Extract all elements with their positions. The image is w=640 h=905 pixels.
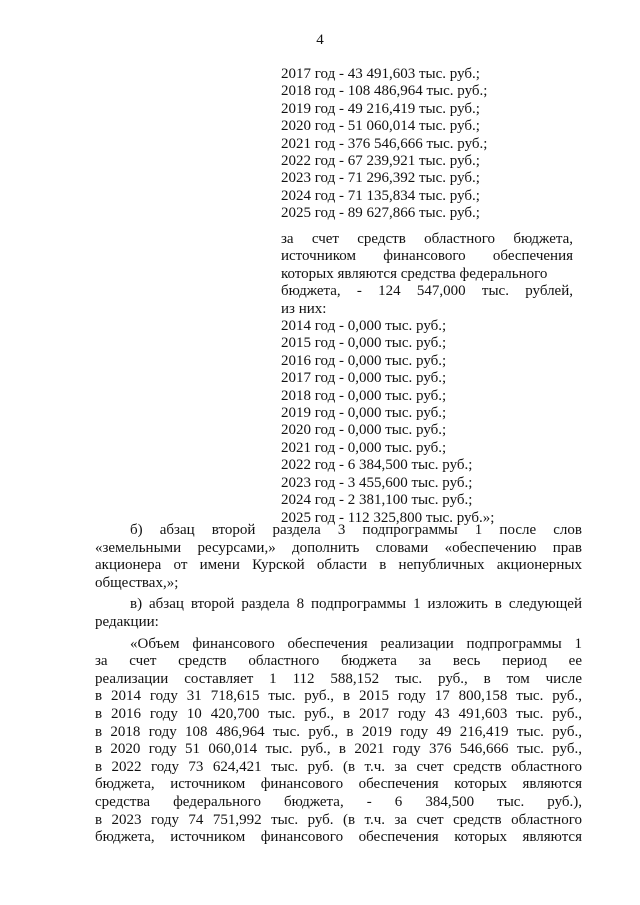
quote-line: средства федерального бюджета, - 6 384,500 тыс. руб.), bbox=[95, 793, 582, 810]
year-line: 2022 год - 6 384,500 тыс. руб.; bbox=[281, 457, 473, 474]
year-line: 2021 год - 376 546,666 тыс. руб.; bbox=[281, 135, 488, 152]
year-line: 2020 год - 0,000 тыс. руб.; bbox=[281, 422, 447, 439]
quote-line: «Объем финансового обеспечения реализации подпрограммы 1 bbox=[130, 635, 582, 652]
year-line: 2020 год - 51 060,014 тыс. руб.; bbox=[281, 118, 480, 135]
year-line: 2019 год - 49 216,419 тыс. руб.; bbox=[281, 100, 480, 117]
year-line: 2019 год - 0,000 тыс. руб.; bbox=[281, 405, 447, 422]
year-line: 2025 год - 89 627,866 тыс. руб.; bbox=[281, 205, 480, 222]
quote-line: в 2016 году 10 420,700 тыс. руб., в 2017 году 43 491,603 тыс. руб., bbox=[95, 705, 582, 722]
quote-line: за счет средств областного бюджета за весь период ее bbox=[95, 653, 582, 670]
year-line: 2018 год - 108 486,964 тыс. руб.; bbox=[281, 83, 488, 100]
year-line: 2017 год - 0,000 тыс. руб.; bbox=[281, 370, 447, 387]
federal-intro-line: из них: bbox=[281, 300, 327, 317]
federal-funding-block bbox=[281, 231, 573, 527]
year-line: 2025 год - 112 325,800 тыс. руб.»; bbox=[281, 509, 495, 526]
paragraph-v-line: редакции: bbox=[95, 613, 159, 630]
federal-intro-line: за счет средств областного бюджета, bbox=[281, 231, 573, 247]
quote-line: в 2023 году 74 751,992 тыс. руб. (в т.ч. за счет средств областного bbox=[95, 811, 582, 828]
quote-line: реализации составляет 1 112 588,152 тыс. руб., в том числе bbox=[95, 670, 582, 687]
year-line: 2016 год - 0,000 тыс. руб.; bbox=[281, 352, 447, 369]
quote-line: бюджета, источником финансового обеспечения которых являются bbox=[95, 776, 582, 793]
year-line: 2017 год - 43 491,603 тыс. руб.; bbox=[281, 66, 480, 82]
top-year-list bbox=[281, 66, 573, 223]
quote-line: в 2020 году 51 060,014 тыс. руб., в 2021 году 376 546,666 тыс. руб., bbox=[95, 741, 582, 758]
federal-intro-line: источником финансового обеспечения bbox=[281, 248, 573, 265]
quote-line: в 2018 году 108 486,964 тыс. руб., в 2019 году 49 216,419 тыс. руб., bbox=[95, 723, 582, 740]
paragraph-v-line: в) абзац второй раздела 8 подпрограммы 1 изложить в следующей bbox=[130, 596, 582, 613]
year-line: 2022 год - 67 239,921 тыс. руб.; bbox=[281, 153, 480, 170]
quote-line: в 2014 году 31 718,615 тыс. руб., в 2015 году 17 800,158 тыс. руб., bbox=[95, 688, 582, 705]
year-line: 2014 год - 0,000 тыс. руб.; bbox=[281, 318, 447, 335]
paragraph-b-line: акционера от имени Курской области в непубличных акционерных bbox=[95, 557, 582, 574]
year-line: 2023 год - 71 296,392 тыс. руб.; bbox=[281, 170, 480, 187]
year-line: 2024 год - 2 381,100 тыс. руб.; bbox=[281, 492, 473, 509]
amendment-text bbox=[95, 522, 582, 847]
year-line: 2018 год - 0,000 тыс. руб.; bbox=[281, 387, 447, 404]
year-line: 2024 год - 71 135,834 тыс. руб.; bbox=[281, 187, 480, 204]
federal-intro-line: которых являются средства федерального bbox=[281, 265, 548, 282]
quote-line: в 2022 году 73 624,421 тыс. руб. (в т.ч. за счет средств областного bbox=[95, 758, 582, 775]
page-number: 4 bbox=[316, 32, 324, 48]
year-line: 2015 год - 0,000 тыс. руб.; bbox=[281, 335, 447, 352]
paragraph-b-line: обществах,»; bbox=[95, 574, 179, 591]
year-line: 2021 год - 0,000 тыс. руб.; bbox=[281, 439, 447, 456]
paragraph-b-line: б) абзац второй раздела 3 подпрограммы 1 после слов bbox=[130, 522, 582, 538]
year-line: 2023 год - 3 455,600 тыс. руб.; bbox=[281, 474, 473, 491]
paragraph-b-line: «земельными ресурсами,» дополнить словами «обеспечению прав bbox=[95, 539, 582, 556]
federal-intro-line: бюджета, - 124 547,000 тыс. рублей, bbox=[281, 283, 573, 300]
quote-line: бюджета, источником финансового обеспечения которых являются bbox=[95, 829, 582, 846]
